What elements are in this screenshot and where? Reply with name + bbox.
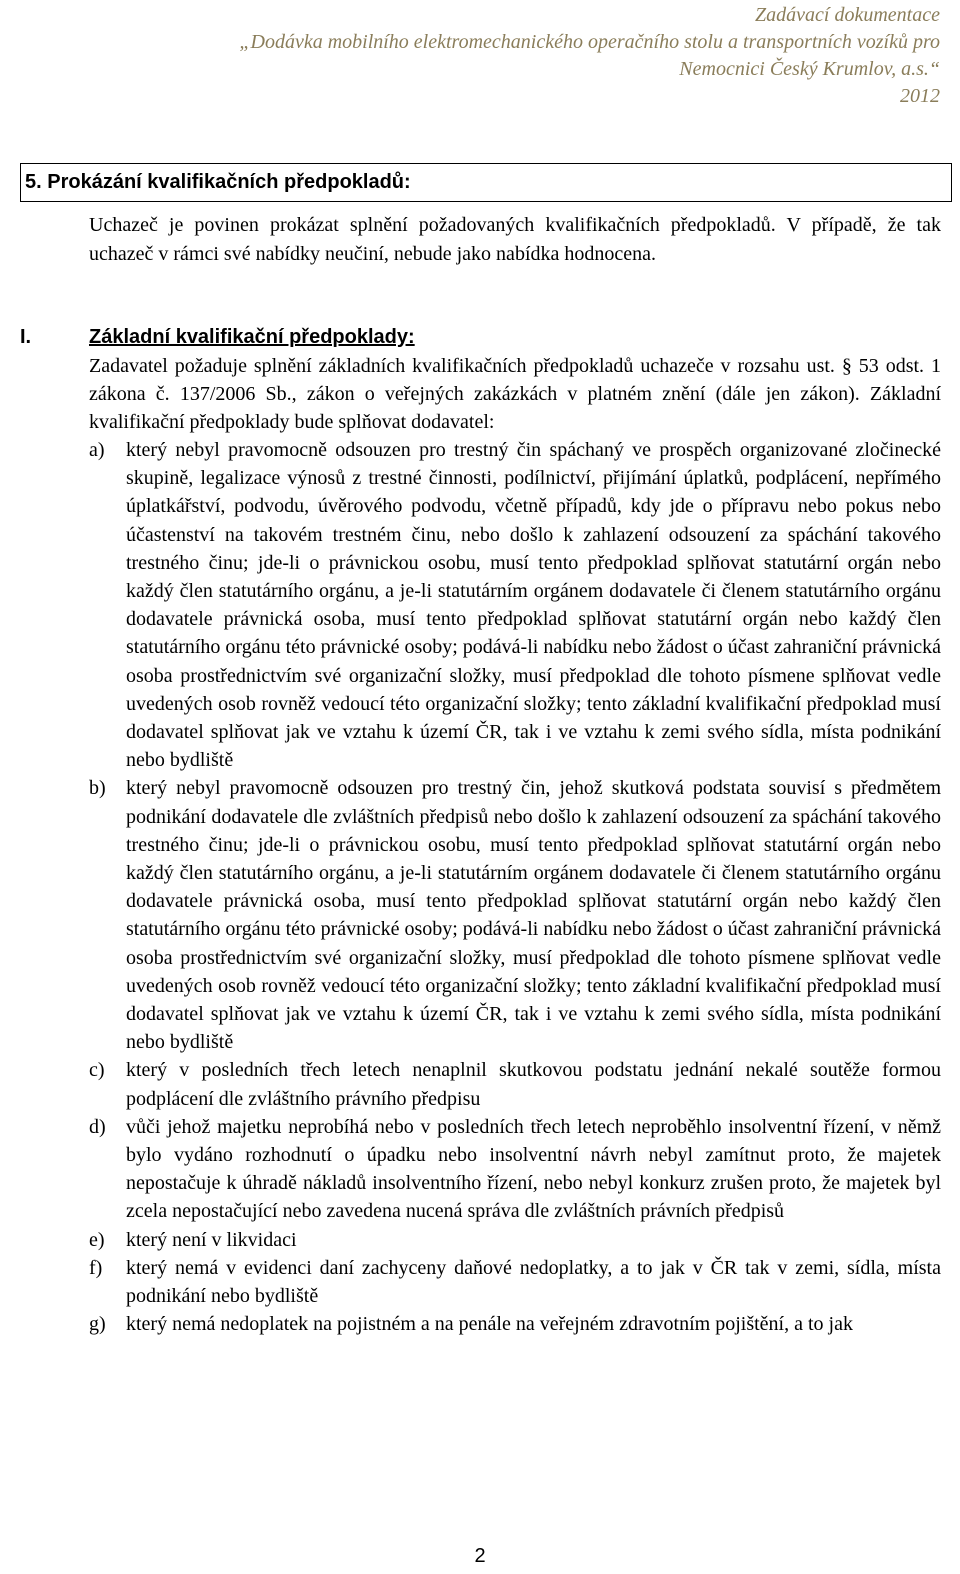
section-intro: Uchazeč je povinen prokázat splnění požadovaných kvalifikačních předpokladů. V případě, že tak uchazeč v rámci své nabídky neučiní, nebude jako nabídka hodnocena.	[89, 214, 941, 265]
header-title: Zadávací dokumentace	[755, 4, 940, 26]
section-heading: 5. Prokázání kvalifikačních předpokladů:	[20, 163, 952, 202]
list-item	[89, 774, 941, 1056]
list-item-label: c)	[89, 1059, 105, 1082]
list-item-label: b)	[89, 777, 106, 800]
list-item	[89, 1226, 941, 1254]
header-year: 2012	[900, 85, 940, 107]
subsection-body: Zadavatel požaduje splnění základních kvalifikačních předpokladů uchazeče v rozsahu ust. § 53 odst. 1 zákona č. 137/2006 Sb., zákon o veřejných zakázkách v platném znění (dále jen zákon). Základní kvalifikační předpoklady bude splňovat dodavatel:	[89, 355, 941, 434]
list-item-text: který nebyl pravomocně odsouzen pro trestný čin, jehož skutková podstata souvisí s předmětem podnikání dodavatele dle zvláštních předpisů nebo došlo k zahlazení odsouzení za spáchání takového trestného činu; jde-li o právnickou osobu, musí tento předpoklad splňovat statutární orgán nebo každý člen statutárního orgánu, a je-li statutárním orgánem dodavatele či členem statutárního orgánu dodavatele právnická osoba, musí tento předpoklad splňovat statutární orgán nebo každý člen statutárního orgánu této právnické osoby; podává-li nabídku nebo žádost o účast zahraniční právnická osoba prostřednictvím své organizační složky, musí předpoklad dle tohoto písmene splňovat vedle uvedených osob rovněž vedoucí této organizační složky; tento základní kvalifikační předpoklad musí dodavatel splňovat jak ve vztahu k území ČR, tak i ve vztahu k zemi svého sídla, místa podnikání nebo bydliště	[126, 777, 941, 1054]
list-item	[89, 1310, 941, 1338]
list-item	[89, 436, 941, 774]
list-item-label: f)	[89, 1256, 103, 1279]
page-number: 2	[474, 1545, 486, 1567]
list-item-text: který nemá nedoplatek na pojistném a na penále na veřejném zdravotním pojištění, a to jak	[126, 1313, 853, 1336]
list-item-text: který v posledních třech letech nenaplnil skutkovou podstatu jednání nekalé soutěže formou podplácení dle zvláštního právního předpisu	[126, 1059, 941, 1110]
list-item-text: který není v likvidaci	[126, 1228, 297, 1251]
list-item-text: který nebyl pravomocně odsouzen pro trestný čin spáchaný ve prospěch organizované zločinecké skupině, legalizace výnosů z trestné činnosti, podílnictví, přijímání úplatků, podplácení, nepřímého úplatkářství, podvodu, úvěrového podvodu, včetně případů, kdy jde o přípravu nebo pokus nebo účastenství na takovém trestném činu, nebo došlo k zahlazení odsouzení za spáchání takového trestného činu; jde-li o právnickou osobu, musí tento předpoklad splňovat statutární orgán nebo každý člen statutárního orgánu, a je-li statutárním orgánem dodavatele či členem statutárního orgánu dodavatele právnická osoba, musí tento předpoklad splňovat statutární orgán nebo každý člen statutárního orgánu této právnické osoby; podává-li nabídku nebo žádost o účast zahraniční právnická osoba prostřednictvím své organizační složky, musí předpoklad dle tohoto písmene splňovat vedle uvedených osob rovněž vedoucí této organizační složky; tento základní kvalifikační předpoklad musí dodavatel splňovat jak ve vztahu k území ČR, tak i ve vztahu k zemi svého sídla, místa podnikání nebo bydliště	[126, 439, 941, 772]
subsection-title: Základní kvalifikační předpoklady:	[89, 326, 415, 348]
subsection-number: I.	[20, 326, 32, 348]
list-item-label: e)	[89, 1228, 105, 1251]
list-item-label: g)	[89, 1313, 106, 1336]
list-item-label: a)	[89, 439, 105, 461]
list-item-text: který nemá v evidenci daní zachyceny daňové nedoplatky, a to jak v ČR tak v zemi, sídla, místa podnikání nebo bydliště	[126, 1256, 941, 1308]
document-header	[220, 2, 940, 110]
list-item	[89, 1113, 941, 1226]
header-subject: „Dodávka mobilního elektromechanického operačního stolu a transportních vozíků pro Nemocnici Český Krumlov, a.s.“	[239, 31, 940, 80]
list-item	[89, 1254, 941, 1310]
list-item	[89, 1056, 941, 1112]
requirements-list	[89, 436, 941, 1339]
list-item-label: d)	[89, 1115, 106, 1138]
list-item-text: vůči jehož majetku neprobíhá nebo v posledních třech letech neproběhlo insolventní řízení, v němž bylo vydáno rozhodnutí o úpadku nebo insolventní návrh nebyl zamítnut proto, že majetek nepostačuje k úhradě nákladů insolventního řízení, nebo nebyl konkurz zrušen proto, že majetek byl zcela nepostačující nebo zavedena nucená správa dle zvláštních právních předpisů	[126, 1115, 941, 1223]
